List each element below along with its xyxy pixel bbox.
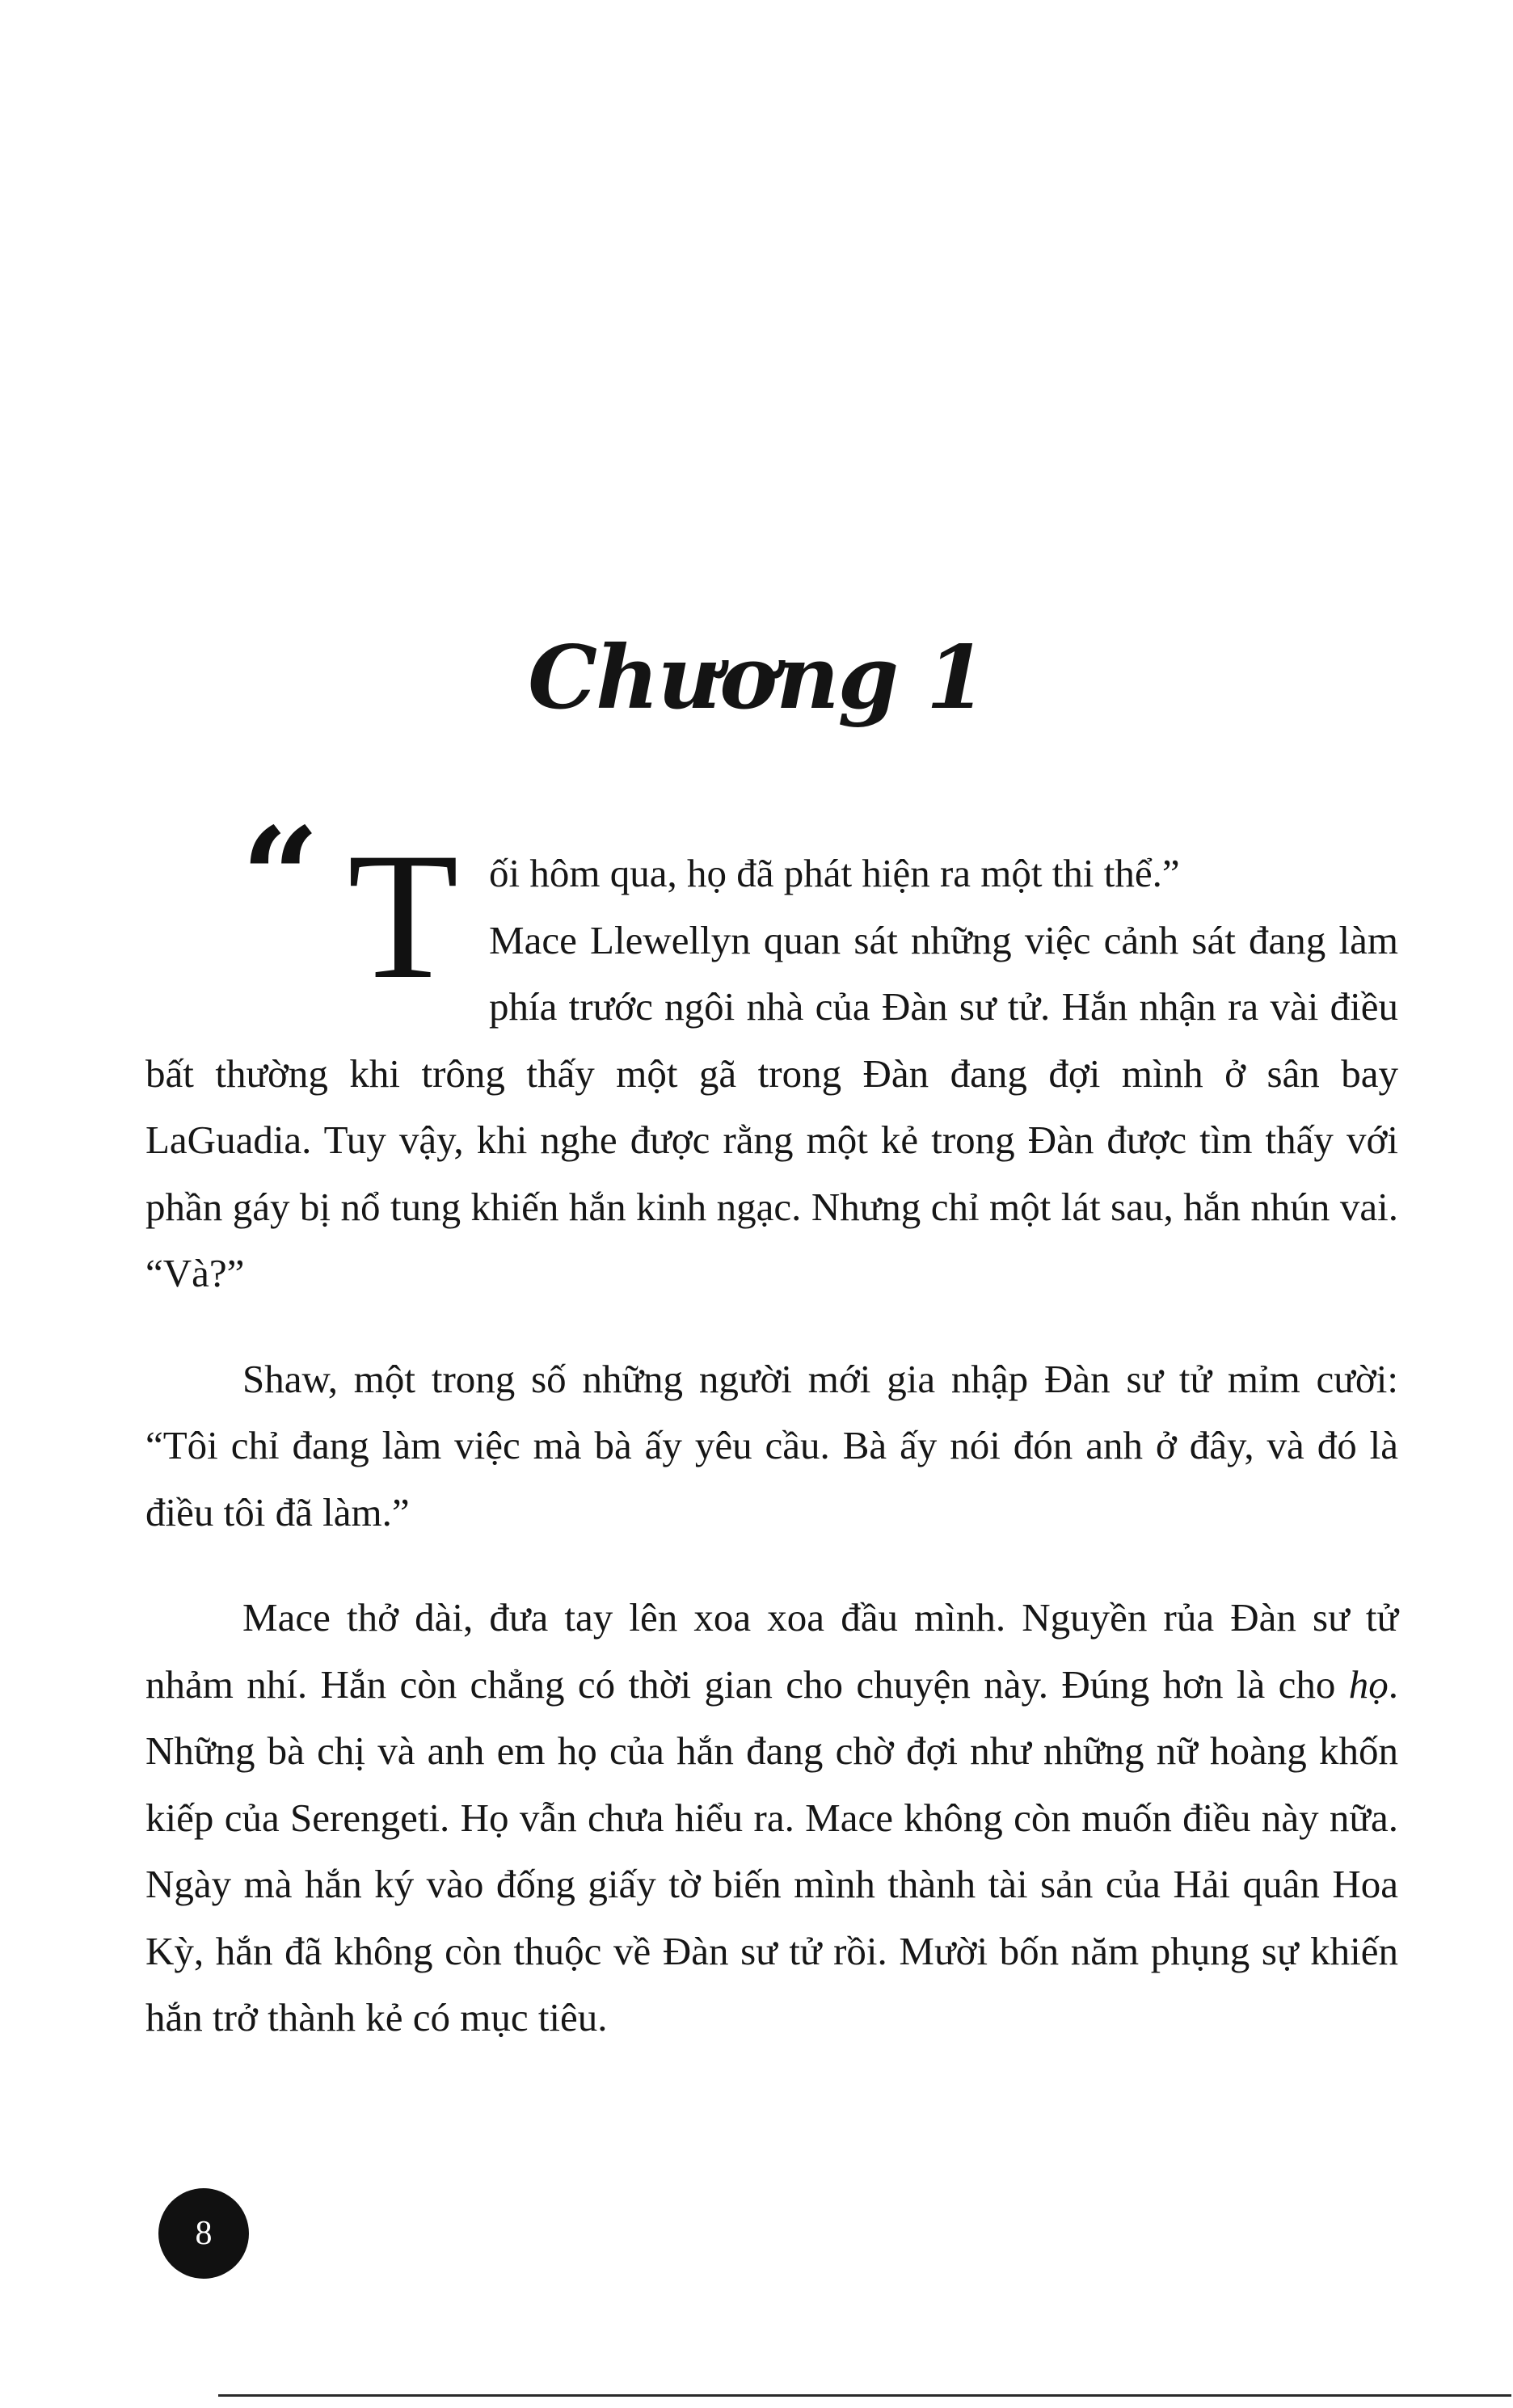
paragraph-2: Shaw, một trong số những người mới gia nhập Đàn sư tử mỉm cười: “Tôi chỉ đang làm việc mà bà ấy yêu cầu. Bà ấy nói đón anh ở đây, và đó là điều tôi đã làm.” [145,1356,1398,1534]
bottom-divider [218,2394,1511,2397]
paragraph-3-italic: họ [1348,1661,1389,1707]
paragraph-1 [145,798,1398,1307]
chapter-title: Chương 1 [528,627,985,729]
paragraph-1-continuation: Mace Llewellyn quan sát những việc cảnh sát đang làm phía trước ngôi nhà của Đàn sư tử. Hắn nhận ra vài điều bất thường khi trông thấy một gã trong Đàn đang đợi mình ở sân bay LaGuadia. Tuy vậy, khi nghe được rằng một kẻ trong Đàn được tìm thấy với phần gáy bị nổ tung khiến hắn kinh ngạc. Nhưng chỉ một lát sau, hắn nhún vai. “Và?” [145,917,1398,1295]
paragraph-3 [145,1585,1398,2052]
body-text [145,798,1398,2052]
page-number-badge: 8 [158,2188,249,2279]
paragraph-1-first-line: ối hôm qua, họ đã phát hiện ra một thi thể.” [489,851,1180,895]
drop-cap: T [348,815,459,1017]
opening-quote-mark: “ [241,798,320,959]
paragraph-3-part-1: Mace thở dài, đưa tay lên xoa xoa đầu mình. Nguyền rủa Đàn sư tử nhảm nhí. Hắn còn chẳng có thời gian cho chuyện này. Đúng hơn là cho [145,1595,1398,1707]
paragraph-3-part-2: . Những bà chị và anh em họ của hắn đang chờ đợi như những nữ hoàng khốn kiếp của Serengeti. Họ vẫn chưa hiểu ra. Mace không còn muốn điều này nữa. Ngày mà hắn ký vào đống giấy tờ biến mình thành tài sản của Hải quân Hoa Kỳ, hắn đã không còn thuộc về Đàn sư tử rồi. Mười bốn năm phụng sự khiến hắn trở thành kẻ có mục tiêu. [145,1661,1398,2040]
